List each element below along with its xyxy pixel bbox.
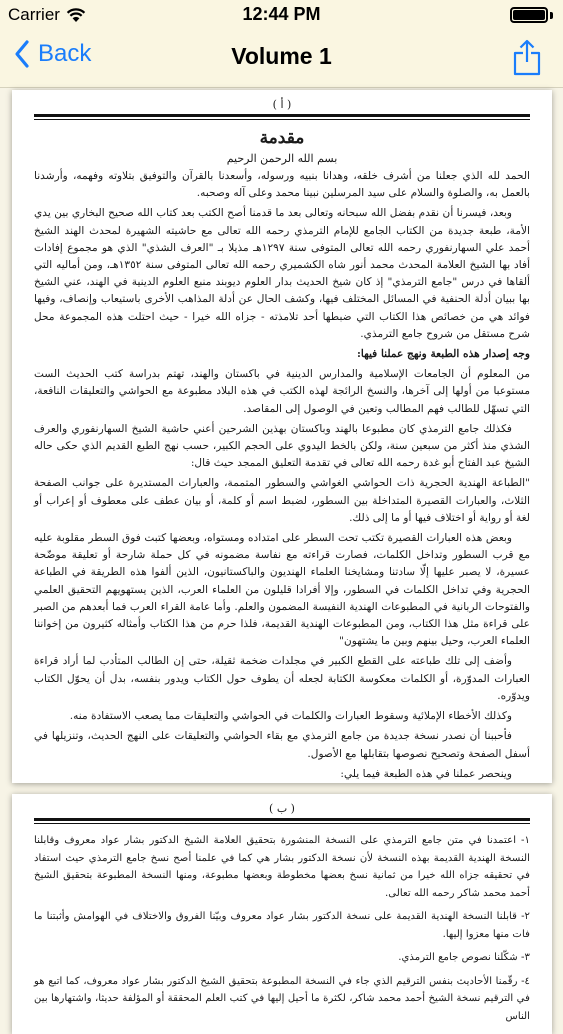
share-button[interactable] bbox=[513, 38, 541, 81]
list-item: ٢- قابلنا النسخة الهندية القديمة على نسخة الدكتور بشار عواد معروف وبيّنا الفروق والاختلاف في الهوامش وأثبتنا ما فات منها معزوا إليها. bbox=[34, 911, 530, 940]
battery-icon bbox=[510, 7, 548, 23]
chevron-left-icon bbox=[14, 40, 30, 68]
basmala-line: بسم الله الرحمن الرحيم bbox=[226, 152, 338, 165]
paragraph: وبعد، فيسرنا أن نقدم بفضل الله سبحانه وتعالى بعد ما قدمنا أصح الكتب بعد كتاب الله صحيح البخاري بين يدي الأمة، طبعة جديدة من الكتاب الجامع للإمام الترمذي رحمه الله تعالى مع حاشيته الشهيرة لمحدث الهند الشيخ أحمد علي السهارنفوري رحمه الله تعالى المتوفى سنة ١٢٩٧هـ مذيلا بـ "العرف الشذي" الذي هو مجموع إفادات أفاد بها الشيخ العلامة المحدث محمد أنور شاه الكشميري رحمه الله تعالى المتوفى سنة ١٣٥٢هـ، ومن أماليه التي ألقاها في درس "جامع الترمذي" إذ كان شيخ الحديث بدار العلوم ديوبند منبع العلوم الدينية في الهند، عني الشيخ بها ببيان أدلة الحنفية في المسائل المختلف فيها، وكشف الحال عن أدلة المذاهب الأخرى باستيعاب وإنصاف، وفيها فوائد هي من خصائص هذا الكتاب التي ضبطها أحد تلامذته - جزاه الله خيرا - حيث احتلت هذه المجموعة محل شرح مستقل من شروح جامع الترمذي. bbox=[34, 207, 531, 340]
carrier-label: Carrier bbox=[8, 5, 60, 24]
document-page bbox=[12, 90, 552, 783]
header-rule bbox=[34, 114, 530, 117]
battery-level bbox=[513, 10, 545, 20]
battery-tip bbox=[550, 12, 553, 19]
paragraph: فكذلك جامع الترمذي كان مطبوعا بالهند وباكستان بهذين الشرحين أعني حاشية الشيخ السهارنفوري والعرف الشذي منذ أكثر من سبعين سنة، ولكن بالخط اليدوي على الحجم الكبير، حسب نهج الطبع القديم الذي حكى حاله الشيخ عبد الفتاح أبو غدة رحمه الله تعالى في تقدمة التعليق الممجد حيث قال: bbox=[34, 422, 530, 470]
document-page bbox=[12, 794, 552, 1034]
paragraph: وينحصر عملنا في هذه الطبعة فيما يلي: bbox=[340, 767, 512, 780]
list-item: ٤- رقّمنا الأحاديث بنفس الترقيم الذي جاء في النسخة المطبوعة بتحقيق الشيخ الدكتور بشار عواد معروف، كما اتبع هو في الترقيم نسخة الشيخ أحمد محمد شاكر، لكثرة ما أحيل إليها في كتب العلم المحققة أو المؤلفة حديثا، واشتهارها بين الناس bbox=[34, 975, 530, 1022]
page-number: ( أ ) bbox=[272, 98, 292, 111]
header-rule-thin bbox=[34, 823, 530, 824]
share-icon bbox=[513, 38, 541, 76]
paragraph: فأحببنا أن نصدر نسخة جديدة من جامع الترمذي مع بقاء الحواشي والتعليقات على النهج الحديث، وتنزيلها في أسفل الصفحة وتصحيح نصوصها بتقابلها مع الأصول. bbox=[34, 730, 530, 760]
navigation-bar bbox=[0, 30, 563, 88]
subheading: وجه إصدار هذه الطبعة ونهج عملنا فيها: bbox=[356, 348, 530, 361]
quote-paragraph: "الطباعة الهندية الحجرية ذات الحواشي الغواشي والسطور المتممة، والعبارات المستديرة على جوانب الصفحة الثلاث، والعبارات القصيرة المتداخلة بين السطور، لضبط اسم أو كلمة، أو بيان عطف على معطوف أو إعراب أو لغة أو رواية أو اختلاف فيها أو ما إلى ذلك. bbox=[34, 477, 530, 524]
back-label: Back bbox=[38, 40, 92, 67]
paragraph: من المعلوم أن الجامعات الإسلامية والمدارس الدينية في باكستان والهند، تهتم بدراسة كتب الحديث الست مستوعبا من أولها إلى آخرها، والنسخ الرائجة لهذه الكتب في هذه البلاد مطبوعة مع الحواشي والتعليقات النافعة، التي تسهّل للطالب فهم المطالب وتعين في الوصول إلى المقاصد. bbox=[34, 368, 530, 415]
page-title: Volume 1 bbox=[231, 43, 332, 69]
section-heading: مقدمة bbox=[259, 128, 305, 148]
numbered-list bbox=[34, 832, 530, 1025]
status-time: 12:44 PM bbox=[242, 4, 321, 24]
paragraph: وكذلك الأخطاء الإملائية وسقوط العبارات والكلمات في الحواشي والتعليقات مما يصعب الاستفادة منه. bbox=[69, 710, 512, 723]
header-rule-thin bbox=[34, 119, 530, 120]
list-item: ٣- شكّلنا نصوص جامع الترمذي. bbox=[398, 952, 530, 963]
page-number: ( ب ) bbox=[269, 802, 295, 815]
paragraph: وأضف إلى تلك طباعته على القطع الكبير في مجلدات ضخمة ثقيلة، حتى إن الطالب المتأدب لما أراد قراءة العبارات المدوّرة، أو الكلمات معكوسة الكتابة لجعله أن يطوف حول الكتاب ويدور بنفسه، بدل أن يحوّل الكتاب ويدوّره. bbox=[34, 655, 530, 702]
status-bar bbox=[0, 0, 563, 30]
back-button[interactable] bbox=[14, 40, 91, 68]
list-item: ١- اعتمدنا في متن جامع الترمذي على النسخة المنشورة بتحقيق العلامة الشيخ الدكتور بشار عواد معروف وقابلنا النسخة الهندية القديمة بهذه النسخة لأن نسخة الدكتور بشار هي كما في علمنا أصح نسخ جامع الترمذي حيث استفاد في تحقيقه جزاه الله خيرا من ثمانية نسخ بعضها مخطوطة وبعضها مطبوعة، ومنها النسخة المطبوعة بتحقيق الشيخ أحمد محمد شاكر رحمه الله تعالى. bbox=[34, 835, 530, 899]
document-viewer[interactable] bbox=[0, 88, 563, 1022]
quote-paragraph: وبعض هذه العبارات القصيرة تكتب تحت السطر على امتداده ومستواه، وبعضها كتبت فوق السطر مقلوبة عليه مع قرب السطور وتداخل الكلمات، فصارت قراءته مع نفاسة مضمونه في كل حملة شارحة أو تعليقة موضّحة عسيرة، لا يصبر عليها إلّا سادتنا ومشايخنا العلماء الهنديون والباكستانيون، الذين ألفوا هذه الطريقة في الطباعة الحجرية وفي تداخل الكلمات في السطور، وإلا أفرادا قليلون من العلماء العرب، الذين يستهويهم التحقيق العلمي والفتوحات الربانية في المطبوعات الهندية النفيسة المضمون والعلم. وأما عامة القراء العرب فما أبعدهم من الصبر على قراءة مثل هذا الكتاب، ومن المطبوعات الهندية القديمة، فلذا حرم من هذا الكتاب وأمثاله كثيرون من إخواننا العلماء العرب، وحيل بينهم وبين ما يشتهون" bbox=[34, 532, 531, 648]
header-rule bbox=[34, 818, 530, 821]
paragraph: الحمد لله الذي جعلنا من أشرف خلقه، وهدانا بنبيه ورسوله، وأسعدنا بالقرآن والتوفيق بتلاوته وفهمه، وأرشدنا بالعمل به، والصلوة والسلام على سيد المرسلين نبينا محمد وعلى آله وصحبه. bbox=[34, 170, 530, 200]
battery-indicator bbox=[510, 7, 553, 23]
